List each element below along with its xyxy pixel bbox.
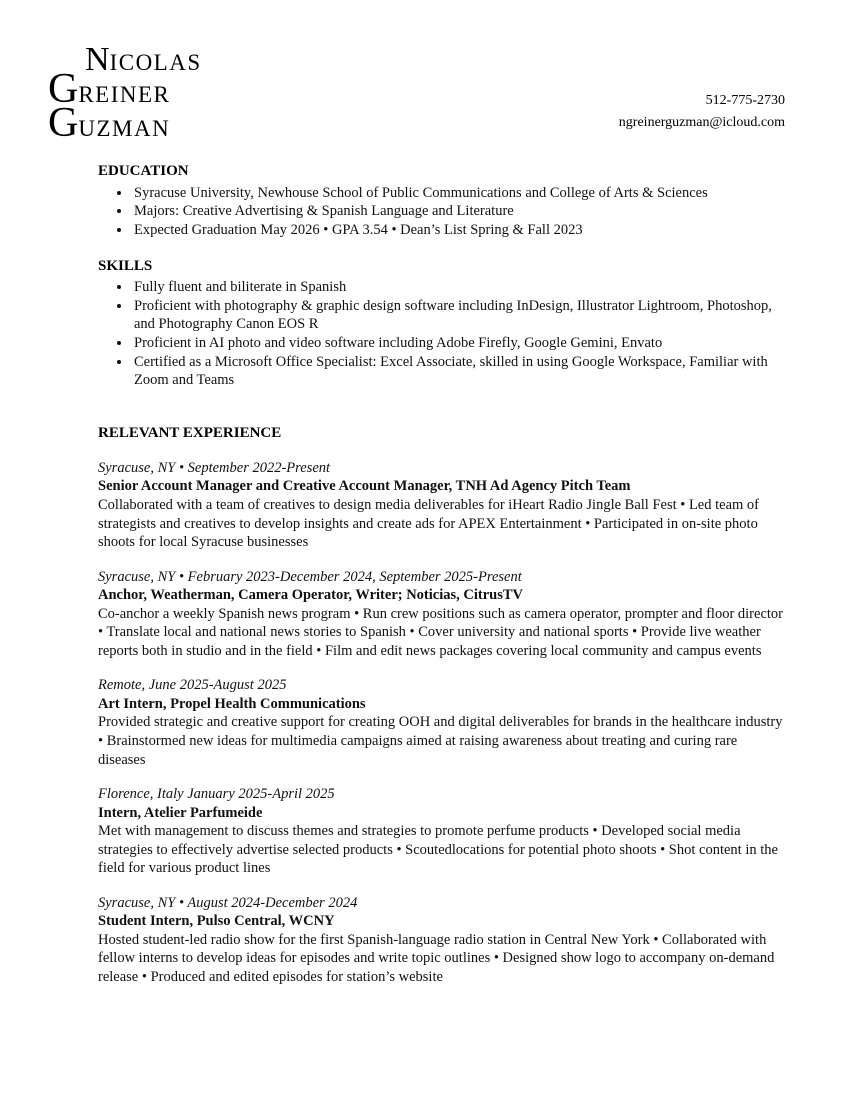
- logo-rest: ICOLAS: [109, 50, 202, 75]
- resume-header: [0, 0, 850, 146]
- entry-role: Senior Account Manager and Creative Account Manager, TNH Ad Agency Pitch Team: [98, 478, 631, 495]
- entry-location-dates: Syracuse, NY • August 2024-December 2024: [98, 894, 358, 911]
- resume-content: [98, 162, 786, 986]
- education-bullet: • Majors: Creative Advertising & Spanish Language and Literature: [132, 202, 786, 221]
- logo-rest: UZMAN: [78, 115, 171, 141]
- logo-initial: G: [48, 66, 79, 113]
- section-education: [98, 162, 786, 239]
- skills-bullet: • Proficient in AI photo and video software including Adobe Firefly, Google Gemini, Envato: [132, 334, 786, 353]
- entry-description: Collaborated with a team of creatives to design media deliverables for iHeart Radio Jingle Ball Fest • Led team of strategists and creatives to develop insights and create ads for APEX Entertainment • Participated in on-site photo shoots for local Syracuse businesses: [98, 496, 759, 551]
- logo-initial: N: [85, 41, 110, 78]
- skills-bullet: • Proficient with photography & graphic design software including InDesign, Illustrator Lightroom, Photoshop, and Photography Canon EOS R: [132, 297, 786, 334]
- skills-list: [98, 278, 786, 389]
- contact-block: [619, 90, 785, 133]
- phone-number: 512-775-2730: [705, 93, 785, 108]
- experience-entry: [98, 459, 786, 552]
- entry-location-dates: Syracuse, NY • September 2022-Present: [98, 459, 331, 476]
- experience-entry: [98, 676, 786, 769]
- education-list: [98, 184, 786, 240]
- logo-initial: G: [48, 99, 79, 146]
- logo-line-guzman: [48, 99, 202, 146]
- experience-title: RELEVANT EXPERIENCE: [98, 424, 282, 441]
- entry-role: Anchor, Weatherman, Camera Operator, Writer; Noticias, CitrusTV: [98, 587, 524, 604]
- experience-entry: [98, 568, 786, 661]
- experience-entries: [98, 459, 786, 987]
- name-logo: [48, 41, 202, 146]
- skills-bullet: • Certified as a Microsoft Office Specialist: Excel Associate, skilled in using Google Workspace, Familiar with Zoom and Teams: [132, 353, 786, 390]
- entry-role: Intern, Atelier Parfumeide: [98, 804, 263, 821]
- skills-title: SKILLS: [98, 258, 153, 275]
- entry-role: Student Intern, Pulso Central, WCNY: [98, 913, 335, 930]
- logo-rest: REINER: [78, 82, 171, 108]
- skills-bullet: • Fully fluent and biliterate in Spanish: [132, 278, 786, 297]
- experience-entry: [98, 785, 786, 878]
- education-bullet: • Syracuse University, Newhouse School of Public Communications and College of Arts & Sciences: [132, 184, 786, 203]
- section-experience: [98, 424, 786, 987]
- education-bullet: • Expected Graduation May 2026 • GPA 3.54 • Dean’s List Spring & Fall 2023: [132, 221, 786, 240]
- entry-description: Provided strategic and creative support for creating OOH and digital deliverables for brands in the healthcare industry • Brainstormed new ideas for multimedia campaigns aimed at raising awareness about treating and curing rare diseases: [98, 714, 783, 768]
- section-skills: [98, 257, 786, 389]
- entry-location-dates: Remote, June 2025-August 2025: [98, 677, 287, 694]
- entry-role: Art Intern, Propel Health Communications: [98, 695, 366, 712]
- entry-description: Hosted student-led radio show for the first Spanish-language radio station in Central New York • Collaborated with fellow interns to develop ideas for episodes and write topic outlines • Designed show logo to accompany on-demand release • Produced and edited episodes for station’s website: [98, 931, 775, 985]
- entry-location-dates: Florence, Italy January 2025-April 2025: [98, 786, 335, 803]
- education-title: EDUCATION: [98, 163, 189, 180]
- entry-location-dates: Syracuse, NY • February 2023-December 2024, September 2025-Present: [98, 568, 522, 585]
- entry-description: Met with management to discuss themes and strategies to promote perfume products • Developed social media strategies to effectively advertise selected products • Scoutedlocations for potential photo shoots • Shot content in the field for various product lines: [98, 823, 778, 877]
- email-address: ngreinerguzman@icloud.com: [618, 114, 785, 130]
- logo-line-nicolas: [85, 41, 202, 78]
- experience-entry: [98, 894, 786, 987]
- entry-description: Co-anchor a weekly Spanish news program • Run crew positions such as camera operator, prompter and floor director • Translate local and national news stories to Spanish • Cover university and national sports • Provide live weather reports both in studio and in the field • Film and edit news packages covering local community and campus events: [98, 605, 783, 659]
